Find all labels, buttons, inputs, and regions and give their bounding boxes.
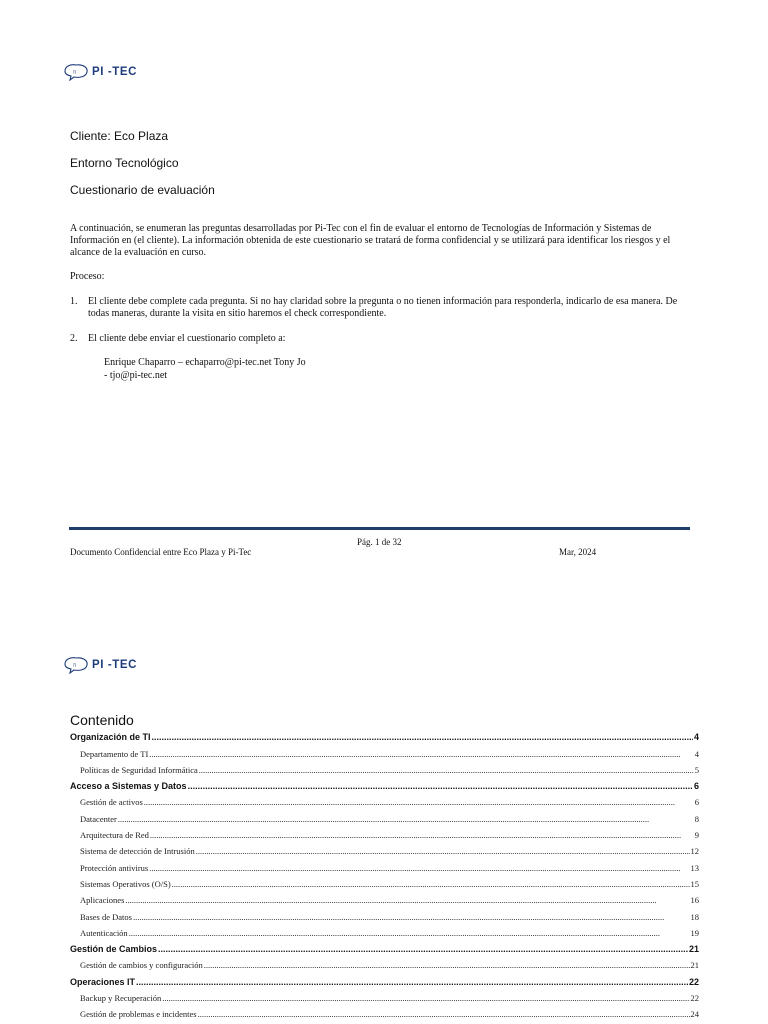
toc-subsection-link[interactable] <box>70 856 699 872</box>
toc-entry-label: Gestión de problemas e incidentes <box>80 1009 197 1020</box>
footer-rule <box>69 527 690 530</box>
svg-text:π: π <box>73 662 77 669</box>
toc-subsection-link[interactable] <box>70 807 699 823</box>
footer-page-number: Pág. 1 de 32 <box>357 537 402 547</box>
toc-page-number: 4 <box>693 732 699 743</box>
logo-text: PI -TEC <box>92 66 138 78</box>
toc-section-link[interactable] <box>70 775 699 791</box>
toc-entry-label: Políticas de Seguridad Informática <box>80 764 198 775</box>
pitec-logo-icon <box>62 656 90 674</box>
toc-subsection-link[interactable] <box>70 905 699 921</box>
step-2 <box>70 333 690 345</box>
toc-entry-label: Gestión de activos <box>80 797 143 808</box>
step-text: El cliente debe complete cada pregunta. Si no hay claridad sobre la pregunta o no tienen información para responderla, indicarlo de esa manera. De todas maneras, durante la visita en sitio haremos el check correspondiente. <box>88 296 678 319</box>
toc-dot-leader <box>199 765 694 775</box>
toc-dot-leader <box>149 749 693 759</box>
toc-page-number: 19 <box>690 927 699 938</box>
toc-dot-leader <box>172 879 690 889</box>
toc-subsection-link[interactable] <box>70 889 699 905</box>
toc-entry-label: Sistemas Operativos (O/S) <box>80 878 171 889</box>
toc-page-number: 22 <box>688 976 699 987</box>
toc-subsection-link[interactable] <box>70 791 699 807</box>
toc-dot-leader <box>204 960 690 970</box>
toc-subsection-link[interactable] <box>70 873 699 889</box>
contacts-line-1: Enrique Chaparro – echaparro@pi-tec.net Tony Jo <box>104 357 306 368</box>
toc-entry-label: Protección antivirus <box>80 862 149 873</box>
toc-entry-label: Gestión de Cambios <box>70 944 158 955</box>
toc-entry-label: Organización de TI <box>70 732 151 743</box>
toc-dot-leader <box>162 993 689 1003</box>
toc-section-link[interactable] <box>70 726 699 742</box>
toc-entry-label: Backup y Recuperación <box>80 993 162 1004</box>
step-text: El cliente debe enviar el cuestionario completo a: <box>88 333 286 344</box>
toc-page-number: 18 <box>690 911 699 922</box>
footer-date: Mar, 2024 <box>559 547 597 557</box>
toc-dot-leader <box>158 944 688 954</box>
intro-paragraph: A continuación, se enumeran las preguntas desarrolladas por Pi-Tec con el fin de evaluar el entorno de Tecnologías de Información y Sistemas de Información en (el cliente). La información obtenida de este cuestionario se tratará de forma confidencial y se utilizará para identificar los riesgos y el alcance de la evaluación en curso. <box>70 223 671 258</box>
toc-page-number: 5 <box>694 764 699 775</box>
toc-subsection-link[interactable] <box>70 922 699 938</box>
toc-dot-leader <box>118 814 694 824</box>
toc-page-number: 4 <box>694 748 699 759</box>
toc-entry-label: Arquitectura de Red <box>80 830 149 841</box>
toc-dot-leader <box>136 977 688 987</box>
step-number: 1. <box>70 296 78 307</box>
contacts-line-2: - tjo@pi-tec.net <box>104 370 168 381</box>
client-title: Cliente: Eco Plaza <box>70 129 169 143</box>
toc-page-number: 8 <box>694 813 699 824</box>
toc-dot-leader <box>129 928 690 938</box>
questionnaire-title: Cuestionario de evaluación <box>70 183 215 197</box>
toc-section-link[interactable] <box>70 970 699 986</box>
toc-title: Contenido <box>70 712 134 728</box>
toc-entry-label: Departamento de TI <box>80 748 149 759</box>
toc-subsection-link[interactable] <box>70 742 699 758</box>
toc-page-number: 24 <box>690 1009 699 1020</box>
toc-page-number: 12 <box>690 846 699 857</box>
toc-entry-label: Operaciones IT <box>70 976 136 987</box>
toc-subsection-link[interactable] <box>70 840 699 856</box>
toc-dot-leader <box>150 830 694 840</box>
toc-dot-leader <box>133 912 690 922</box>
toc-subsection-link[interactable] <box>70 954 699 970</box>
environment-title: Entorno Tecnológico <box>70 156 179 170</box>
step-1 <box>70 296 690 320</box>
toc-page-number: 21 <box>690 960 699 971</box>
toc-page-number: 9 <box>694 830 699 841</box>
toc-dot-leader <box>125 895 689 905</box>
toc-entry-label: Gestión de cambios y configuración <box>80 960 203 971</box>
toc-section-link[interactable] <box>70 938 699 954</box>
toc-page-number: 22 <box>690 993 699 1004</box>
pitec-logo <box>62 656 137 674</box>
toc-dot-leader <box>198 1009 690 1019</box>
toc-entry-label: Datacenter <box>80 813 117 824</box>
toc-dot-leader <box>144 797 694 807</box>
logo-text: PI -TEC <box>92 659 138 671</box>
footer-confidential: Documento Confidencial entre Eco Plaza y Pi-Tec <box>70 547 252 557</box>
toc-dot-leader <box>188 781 693 791</box>
process-label: Proceso: <box>70 271 105 282</box>
toc-subsection-link[interactable] <box>70 987 699 1003</box>
toc-page-number: 6 <box>693 781 699 792</box>
toc-page-number: 16 <box>690 895 699 906</box>
toc-entry-label: Autenticación <box>80 927 128 938</box>
toc-page-number: 15 <box>690 878 699 889</box>
toc-dot-leader <box>196 846 690 856</box>
toc-dot-leader <box>149 863 689 873</box>
toc-page-number: 6 <box>694 797 699 808</box>
toc-subsection-link[interactable] <box>70 759 699 775</box>
toc-entry-label: Aplicaciones <box>80 895 125 906</box>
toc-entry-label: Bases de Datos <box>80 911 132 922</box>
step-number: 2. <box>70 333 78 344</box>
toc-page-number: 13 <box>690 862 699 873</box>
table-of-contents <box>70 726 699 1019</box>
toc-entry-label: Sistema de detección de Intrusión <box>80 846 195 857</box>
svg-text:π: π <box>73 69 77 76</box>
toc-dot-leader <box>152 732 693 742</box>
toc-subsection-link[interactable] <box>70 824 699 840</box>
toc-page-number: 21 <box>688 944 699 955</box>
toc-entry-label: Acceso a Sistemas y Datos <box>70 781 187 792</box>
toc-subsection-link[interactable] <box>70 1003 699 1019</box>
pitec-logo <box>62 63 137 81</box>
pitec-logo-icon <box>62 63 90 81</box>
